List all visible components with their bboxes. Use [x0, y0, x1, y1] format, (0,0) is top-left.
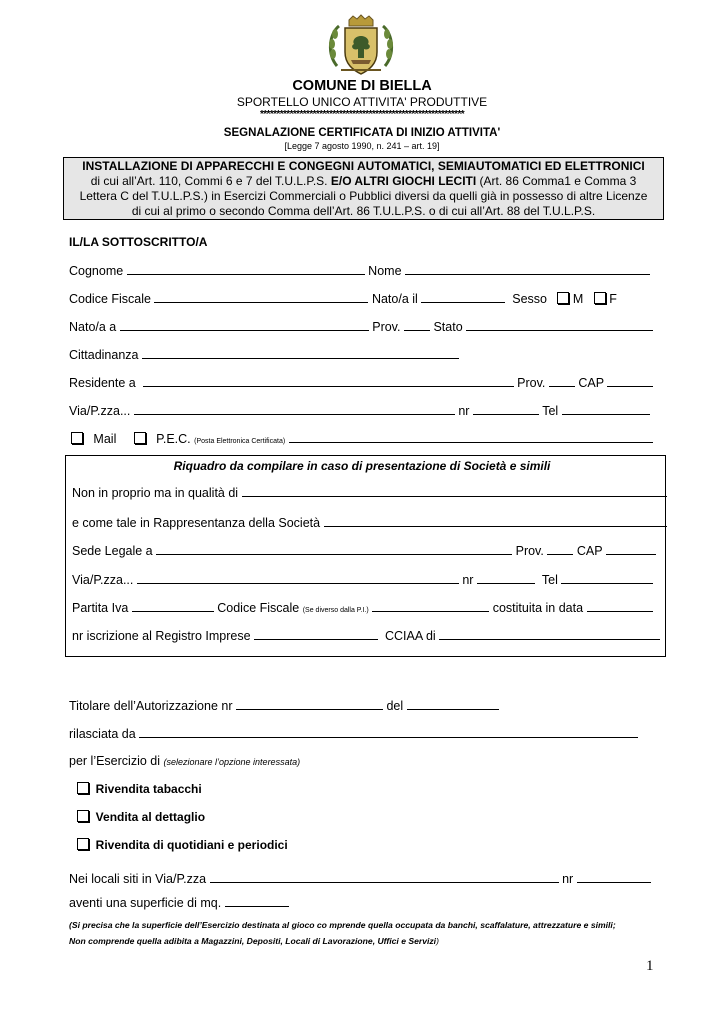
option-rivendita-tabacchi[interactable]: Rivendita tabacchi — [77, 781, 202, 797]
row-residente: Residente a Prov. CAP — [69, 374, 653, 391]
sottoscritto-heading: IL/LA SOTTOSCRITTO/A — [69, 235, 208, 249]
costituita-field[interactable] — [587, 599, 653, 612]
option-rivendita-quotidiani[interactable]: Rivendita di quotidiani e periodici — [77, 837, 288, 853]
locali-field[interactable] — [210, 870, 559, 883]
stars-separator: ************************************************************** — [259, 109, 465, 120]
mail-checkbox[interactable] — [71, 432, 83, 444]
societa-via-field[interactable] — [137, 571, 459, 584]
registro-field[interactable] — [254, 627, 378, 640]
residente-field[interactable] — [143, 374, 514, 387]
row-via: Via/P.zza... nr Tel — [69, 402, 650, 419]
row-superficie: aventi una superficie di mq. — [69, 894, 289, 911]
stato-field[interactable] — [466, 318, 653, 331]
row-qualita: Non in proprio ma in qualità di — [72, 484, 667, 501]
row-cittadinanza: Cittadinanza — [69, 346, 459, 363]
row-cognome-nome: Cognome Nome — [69, 262, 650, 279]
box-line-1: INSTALLAZIONE DI APPARECCHI E CONGEGNI AUTOMATICI, SEMIAUTOMATICI ED ELETTRONICI — [82, 159, 645, 173]
nato-a-field[interactable] — [120, 318, 369, 331]
row-rilasciata: rilasciata da — [69, 725, 638, 742]
autorizzazione-nr-field[interactable] — [236, 697, 383, 710]
row-partita-iva: Partita Iva Codice Fiscale (Se diverso dalla P.I.) costituita in data — [72, 599, 653, 619]
societa-field[interactable] — [324, 514, 667, 527]
qualita-field[interactable] — [242, 484, 667, 497]
cognome-field[interactable] — [127, 262, 365, 275]
row-sede-legale: Sede Legale a Prov. CAP — [72, 542, 656, 559]
pec-field[interactable] — [289, 430, 653, 443]
residente-prov-field[interactable] — [549, 374, 575, 387]
legge-reference: [Legge 7 agosto 1990, n. 241 – art. 19] — [284, 141, 440, 151]
tel-field[interactable] — [562, 402, 650, 415]
activity-box — [63, 157, 664, 220]
autorizzazione-del-field[interactable] — [407, 697, 499, 710]
row-locali: Nei locali siti in Via/P.zza nr — [69, 870, 651, 887]
societa-nr-field[interactable] — [477, 571, 535, 584]
coat-of-arms-emblem — [325, 14, 397, 80]
row-nato-a: Nato/a a Prov. Stato — [69, 318, 653, 335]
societa-tel-field[interactable] — [561, 571, 653, 584]
note-line-1: (Si precisa che la superficie dell’Esercizio destinata al gioco co mprende quella occupata da banchi, scaffalature, attrezzature e simili; — [69, 920, 616, 930]
box-line-3: Lettera C del T.U.L.P.S.) in Esercizi Commerciali o Pubblici diversi da quelli già in possesso di altre Licenze — [79, 189, 648, 203]
sede-cap-field[interactable] — [606, 542, 656, 555]
sportello-subtitle: SPORTELLO UNICO ATTIVITA' PRODUTTIVE — [236, 95, 488, 109]
document-title: SEGNALAZIONE CERTIFICATA DI INIZIO ATTIVITA' — [223, 127, 501, 139]
sesso-m-checkbox[interactable] — [557, 292, 569, 304]
row-registro: nr iscrizione al Registro Imprese CCIAA di — [72, 627, 660, 644]
quotidiani-checkbox[interactable] — [77, 838, 89, 850]
dettaglio-checkbox[interactable] — [77, 810, 89, 822]
partita-iva-field[interactable] — [132, 599, 214, 612]
sede-legale-field[interactable] — [156, 542, 512, 555]
cciaa-field[interactable] — [439, 627, 660, 640]
box-line-4: di cui al primo o secondo Comma dell’Art. 86 T.U.L.P.S. o di cui all’Art. 88 del T.U.L.P.S. — [131, 204, 596, 218]
residente-cap-field[interactable] — [607, 374, 653, 387]
note-line-2: Non comprende quella adibita a Magazzini, Depositi, Locali di Lavorazione, Uffici e Servizi) — [69, 936, 439, 946]
codice-fiscale-field[interactable] — [154, 290, 368, 303]
row-codice-fiscale: Codice Fiscale Nato/a il Sesso M F — [69, 292, 617, 306]
tabacchi-checkbox[interactable] — [77, 782, 89, 794]
superficie-field[interactable] — [225, 894, 289, 907]
row-mail-pec: Mail P.E.C. (Posta Elettronica Certificata) — [71, 430, 653, 450]
option-vendita-dettaglio[interactable]: Vendita al dettaglio — [77, 809, 205, 825]
pec-checkbox[interactable] — [134, 432, 146, 444]
row-societa-via: Via/P.zza... nr Tel — [72, 571, 653, 588]
box-line-2: di cui all’Art. 110, Commi 6 e 7 del T.U.L.P.S. E/O ALTRI GIOCHI LECITI (Art. 86 Comma1 e Comma 3 — [90, 174, 637, 188]
page-number: 1 — [646, 958, 654, 974]
row-titolare: Titolare dell’Autorizzazione nr del — [69, 697, 499, 714]
locali-nr-field[interactable] — [577, 870, 651, 883]
comune-title: COMUNE DI BIELLA — [292, 78, 432, 94]
nato-il-field[interactable] — [421, 290, 505, 303]
sede-prov-field[interactable] — [547, 542, 573, 555]
prov-field[interactable] — [404, 318, 430, 331]
nome-field[interactable] — [405, 262, 650, 275]
sesso-f-checkbox[interactable] — [594, 292, 606, 304]
societa-codice-fiscale-field[interactable] — [372, 599, 489, 612]
nr-field[interactable] — [473, 402, 539, 415]
row-rappresentanza: e come tale in Rappresentanza della Società — [72, 514, 667, 531]
rilasciata-field[interactable] — [139, 725, 638, 738]
via-field[interactable] — [134, 402, 455, 415]
cittadinanza-field[interactable] — [142, 346, 459, 359]
row-esercizio: per l’Esercizio di (selezionare l’opzione interessata) — [69, 754, 301, 768]
societa-title: Riquadro da compilare in caso di presentazione di Società e simili — [173, 459, 551, 473]
